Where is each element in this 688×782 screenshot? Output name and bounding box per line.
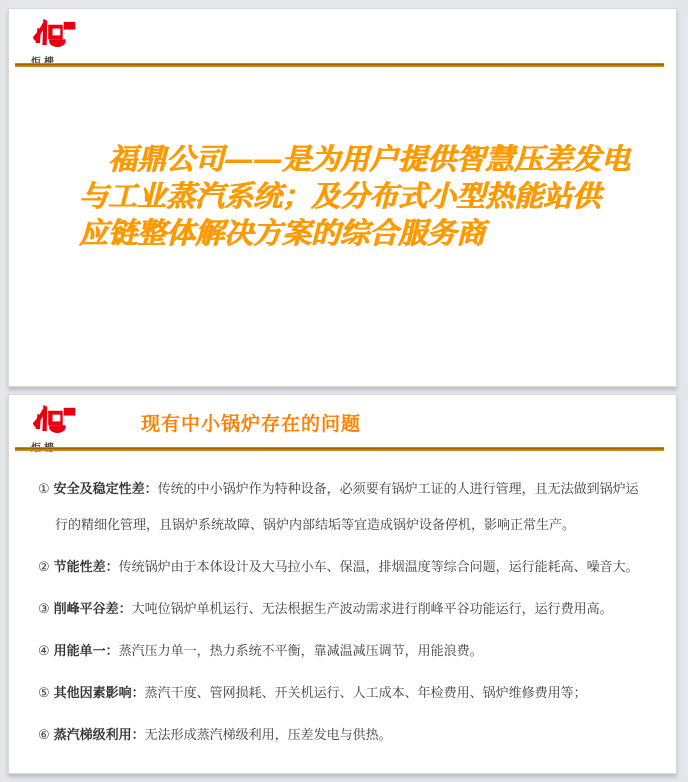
item-text: 大吨位锅炉单机运行、无法根据生产波动需求进行削峰平谷功能运行，运行费用高。	[131, 601, 613, 616]
item-text: 传统锅炉由于本体设计及大马拉小车、保温，排烟温度等综合问题，运行能耗高、噪音大。	[118, 559, 639, 574]
list-item	[38, 633, 650, 669]
item-label: 蒸汽梯级利用：	[53, 727, 145, 742]
company-logo-icon	[31, 403, 77, 433]
list-item	[38, 675, 650, 711]
slide-title: 现有中小锅炉存在的问题	[141, 414, 362, 435]
header-gold-rule	[15, 63, 664, 67]
company-logo	[31, 17, 81, 68]
header-gold-rule	[15, 447, 664, 451]
headline-line-1: 福鼎公司——是为用户提供智慧压差发电	[108, 142, 631, 176]
list-item	[38, 717, 650, 753]
item-label: 节能性差：	[53, 559, 119, 574]
item-text: 蒸汽压力单一，热力系统不平衡，靠减温减压调节，用能浪费。	[118, 643, 483, 658]
list-item	[38, 471, 650, 543]
item-number: ③	[38, 601, 50, 616]
company-logo-icon	[31, 17, 77, 47]
item-label: 用能单一：	[53, 643, 119, 658]
item-text: 无法形成蒸汽梯级利用，压差发电与供热。	[144, 727, 392, 742]
item-label: 削峰平谷差：	[53, 601, 132, 616]
slide-2[interactable]	[8, 394, 677, 774]
headline-text	[79, 141, 639, 252]
item-number: ④	[38, 643, 50, 658]
problem-list	[38, 471, 650, 759]
item-number: ⑥	[38, 727, 50, 742]
item-text: 蒸汽干度、管网损耗、开关机运行、人工成本、年检费用、锅炉维修费用等；	[144, 685, 587, 700]
list-item	[38, 591, 650, 627]
item-number: ②	[38, 559, 50, 574]
list-item	[38, 549, 650, 585]
item-number: ①	[38, 481, 50, 496]
item-label: 安全及稳定性差：	[53, 481, 158, 496]
headline-line-3: 应链整体解决方案的综合服务商	[79, 216, 486, 250]
item-number: ⑤	[38, 685, 50, 700]
item-label: 其他因素影响：	[53, 685, 145, 700]
item-text: 传统的中小锅炉作为特种设备，必须要有锅炉工证的人进行管理，且无法做到锅炉运行的精细化管理，且锅炉系统故障、锅炉内部结垢等宜造成锅炉设备停机，影响正常生产。	[55, 481, 639, 532]
slide-1[interactable]	[8, 8, 677, 387]
headline-line-2: 与工业蒸汽系统；及分布式小型热能站供	[79, 179, 602, 213]
